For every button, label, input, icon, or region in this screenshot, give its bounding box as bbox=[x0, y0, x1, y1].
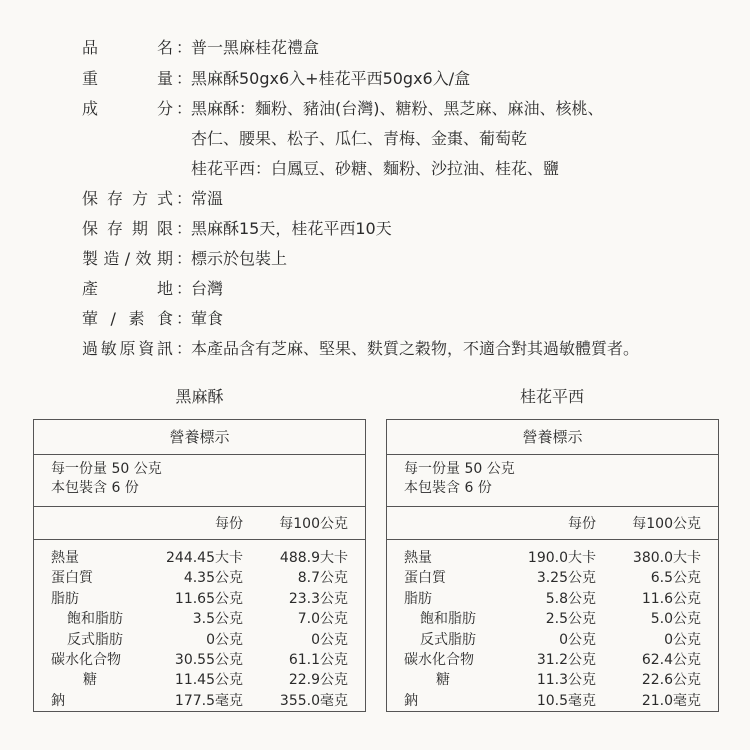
nutrient-per-serving: 5.8公克 bbox=[545, 590, 596, 607]
nutrition-row bbox=[34, 568, 365, 588]
serving-size: 每一份量 50 公克 bbox=[404, 461, 515, 477]
nutrient-per-serving: 0公克 bbox=[559, 631, 596, 648]
nutrition-row bbox=[387, 691, 718, 711]
info-label-diet: 葷 / 素 食 bbox=[82, 309, 173, 328]
serving-info bbox=[34, 455, 365, 507]
nutrition-row bbox=[387, 650, 718, 670]
info-label-name: 品 名 bbox=[82, 38, 173, 57]
info-value-weight: 黑麻酥50gx6入+桂花平西50gx6入/盒 bbox=[191, 69, 471, 88]
column-headers bbox=[387, 507, 718, 540]
nutrition-row bbox=[387, 630, 718, 650]
info-value-name: 普一黑麻桂花禮盒 bbox=[191, 38, 320, 57]
nutrient-name: 碳水化合物 bbox=[404, 652, 474, 668]
nutrient-per-serving: 11.65公克 bbox=[174, 590, 243, 607]
info-value-shelf-life: 黑麻酥15天，桂花平西10天 bbox=[191, 219, 392, 238]
nutrient-per-serving: 0公克 bbox=[206, 631, 243, 648]
nutrition-row bbox=[34, 630, 365, 650]
servings-per-package: 本包裝含 6 份 bbox=[404, 480, 492, 496]
column-per-serving: 每份 bbox=[568, 516, 596, 532]
nutrient-per-serving: 177.5毫克 bbox=[174, 692, 243, 709]
nutrition-row bbox=[387, 589, 718, 609]
nutrition-panel-osmanthus bbox=[386, 419, 719, 712]
info-label-weight: 重 量 bbox=[82, 69, 173, 88]
nutrient-name: 飽和脂肪 bbox=[420, 611, 476, 628]
panel-title-osmanthus: 桂花平西 bbox=[519, 387, 584, 406]
nutrition-panel-header: 營養標示 bbox=[387, 420, 718, 455]
nutrient-name: 蛋白質 bbox=[51, 570, 93, 587]
serving-size: 每一份量 50 公克 bbox=[51, 461, 162, 477]
info-value-storage: 常溫 bbox=[191, 189, 224, 208]
nutrient-per-100g: 0公克 bbox=[664, 631, 701, 648]
nutrition-row bbox=[34, 670, 365, 690]
nutrient-per-100g: 0公克 bbox=[311, 631, 348, 648]
nutrient-per-100g: 22.6公克 bbox=[641, 672, 701, 689]
serving-info bbox=[387, 455, 718, 507]
info-label-storage: 保 存 方 式 bbox=[82, 189, 173, 208]
nutrient-name: 脂肪 bbox=[404, 590, 432, 607]
ingredients-line-3: 桂花平西：白鳳豆、砂糖、麵粉、沙拉油、桂花、鹽 bbox=[191, 159, 560, 178]
nutrient-per-100g: 11.6公克 bbox=[641, 590, 701, 607]
nutrient-name: 飽和脂肪 bbox=[67, 611, 123, 628]
nutrient-per-serving: 11.3公克 bbox=[536, 672, 596, 689]
info-value-origin: 台灣 bbox=[191, 279, 224, 298]
nutrient-per-serving: 4.35公克 bbox=[183, 570, 243, 587]
nutrition-row bbox=[34, 589, 365, 609]
nutrient-per-100g: 22.9公克 bbox=[288, 672, 348, 689]
nutrient-per-100g: 23.3公克 bbox=[288, 590, 348, 607]
nutrition-row bbox=[387, 568, 718, 588]
nutrient-per-serving: 30.55公克 bbox=[174, 652, 243, 668]
nutrient-per-serving: 11.45公克 bbox=[174, 672, 243, 689]
nutrition-row bbox=[387, 548, 718, 568]
nutrient-name: 糖 bbox=[436, 672, 450, 689]
nutrient-per-serving: 190.0大卡 bbox=[527, 550, 596, 566]
nutrition-panel-header: 營養標示 bbox=[34, 420, 365, 455]
nutrient-per-serving: 31.2公克 bbox=[536, 652, 596, 668]
info-value-dates: 標示於包裝上 bbox=[191, 249, 288, 268]
nutrition-row bbox=[34, 650, 365, 670]
info-value-allergen: 本產品含有芝麻、堅果、麩質之穀物，不適合對其過敏體質者。 bbox=[191, 339, 640, 358]
nutrition-row bbox=[34, 548, 365, 568]
panel-title-black-sesame: 黑麻酥 bbox=[175, 387, 224, 406]
nutrition-panel-black-sesame bbox=[33, 419, 366, 712]
nutrient-name: 碳水化合物 bbox=[51, 652, 121, 668]
nutrient-per-100g: 7.0公克 bbox=[297, 611, 348, 628]
nutrient-per-serving: 10.5毫克 bbox=[536, 692, 596, 709]
nutrient-name: 糖 bbox=[83, 672, 97, 689]
nutrient-name: 鈉 bbox=[404, 692, 418, 709]
servings-per-package: 本包裝含 6 份 bbox=[51, 480, 139, 496]
nutrient-name: 反式脂肪 bbox=[420, 631, 476, 648]
nutrient-per-100g: 6.5公克 bbox=[650, 570, 701, 587]
info-value-diet: 葷食 bbox=[191, 309, 224, 328]
nutrient-per-100g: 21.0毫克 bbox=[641, 692, 701, 709]
nutrient-per-serving: 2.5公克 bbox=[545, 611, 596, 628]
nutrient-per-100g: 8.7公克 bbox=[297, 570, 348, 587]
nutrition-row bbox=[387, 670, 718, 690]
nutrition-row bbox=[387, 609, 718, 629]
info-label-shelf-life: 保 存 期 限 bbox=[82, 219, 173, 238]
nutrient-name: 鈉 bbox=[51, 692, 65, 709]
ingredients-line-1: 黑麻酥：麵粉、豬油(台灣)、糖粉、黑芝麻、麻油、核桃、 bbox=[191, 99, 604, 118]
nutrient-per-serving: 3.25公克 bbox=[536, 570, 596, 587]
nutrient-name: 蛋白質 bbox=[404, 570, 446, 587]
nutrition-row bbox=[34, 691, 365, 711]
info-label-allergen: 過 敏 原 資 訊 bbox=[82, 339, 173, 358]
nutrient-per-100g: 355.0毫克 bbox=[279, 692, 348, 709]
nutrient-name: 熱量 bbox=[404, 550, 432, 566]
nutrient-name: 熱量 bbox=[51, 550, 79, 566]
column-per-serving: 每份 bbox=[215, 516, 243, 532]
info-label-dates: 製 造 / 效 期 bbox=[82, 249, 173, 268]
info-label-ingredients: 成 分 bbox=[82, 99, 173, 118]
column-per-100g: 每100公克 bbox=[279, 516, 348, 532]
column-per-100g: 每100公克 bbox=[632, 516, 701, 532]
nutrient-per-100g: 61.1公克 bbox=[288, 652, 348, 668]
nutrient-per-serving: 3.5公克 bbox=[192, 611, 243, 628]
info-label-origin: 產 地 bbox=[82, 279, 173, 298]
ingredients-line-2: 杏仁、腰果、松子、瓜仁、青梅、金棗、葡萄乾 bbox=[191, 129, 528, 148]
nutrient-name: 脂肪 bbox=[51, 590, 79, 607]
nutrient-per-100g: 62.4公克 bbox=[641, 652, 701, 668]
nutrient-name: 反式脂肪 bbox=[67, 631, 123, 648]
nutrition-row bbox=[34, 609, 365, 629]
nutrient-per-100g: 5.0公克 bbox=[650, 611, 701, 628]
nutrient-per-100g: 488.9大卡 bbox=[279, 550, 348, 566]
nutrient-per-100g: 380.0大卡 bbox=[632, 550, 701, 566]
column-headers bbox=[34, 507, 365, 540]
nutrient-per-serving: 244.45大卡 bbox=[166, 550, 243, 566]
